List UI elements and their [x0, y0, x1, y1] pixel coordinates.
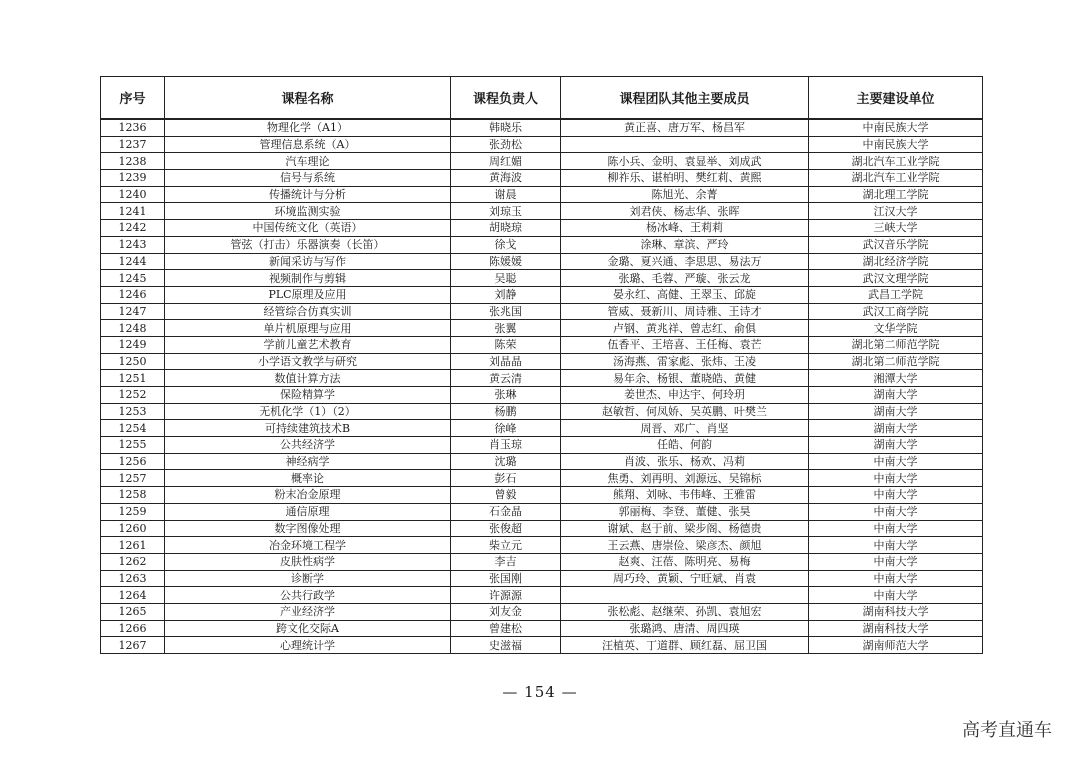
cell-index: 1262: [101, 553, 165, 570]
cell-course-name: 诊断学: [165, 570, 451, 587]
cell-team-members: 周晋、邓广、肖坚: [561, 420, 809, 437]
cell-course-leader: 徐峰: [451, 420, 561, 437]
table-row: [101, 437, 983, 454]
cell-course-leader: 肖玉琼: [451, 437, 561, 454]
cell-course-name: 物理化学（A1）: [165, 119, 451, 136]
table-row: [101, 387, 983, 404]
cell-index: 1244: [101, 253, 165, 270]
cell-institution: 湖南大学: [809, 387, 983, 404]
table-row: [101, 320, 983, 337]
cell-index: 1255: [101, 437, 165, 454]
cell-course-name: 心理统计学: [165, 637, 451, 654]
cell-team-members: 郭丽梅、李登、董健、张昊: [561, 503, 809, 520]
cell-course-name: 信号与系统: [165, 170, 451, 187]
cell-course-name: 公共经济学: [165, 437, 451, 454]
cell-index: 1245: [101, 270, 165, 287]
cell-institution: 湖北理工学院: [809, 186, 983, 203]
cell-course-name: 经管综合仿真实训: [165, 303, 451, 320]
cell-course-name: 跨文化交际A: [165, 620, 451, 637]
cell-course-name: 视频制作与剪辑: [165, 270, 451, 287]
cell-index: 1248: [101, 320, 165, 337]
cell-index: 1254: [101, 420, 165, 437]
cell-course-name: 粉末冶金原理: [165, 487, 451, 504]
table-row: [101, 570, 983, 587]
cell-course-leader: 李吉: [451, 553, 561, 570]
cell-course-name: 环境监测实验: [165, 203, 451, 220]
cell-team-members: 陈旭光、余菁: [561, 186, 809, 203]
cell-course-name: 小学语文教学与研究: [165, 353, 451, 370]
cell-course-name: 无机化学（1）（2）: [165, 403, 451, 420]
watermark: 高考直通车: [962, 720, 1052, 741]
cell-team-members: 谢斌、赵于前、梁步阁、杨德贵: [561, 520, 809, 537]
cell-team-members: 易年余、杨银、董晓皓、黄健: [561, 370, 809, 387]
cell-institution: 湖北经济学院: [809, 253, 983, 270]
table-row: [101, 286, 983, 303]
cell-institution: 中南大学: [809, 537, 983, 554]
cell-course-name: 新闻采访与写作: [165, 253, 451, 270]
table-row: [101, 587, 983, 604]
cell-course-name: 汽车理论: [165, 153, 451, 170]
cell-course-leader: 黄云清: [451, 370, 561, 387]
cell-team-members: 金璐、夏兴通、李思思、易法万: [561, 253, 809, 270]
cell-institution: 湖南科技大学: [809, 603, 983, 620]
table-row: [101, 420, 983, 437]
cell-team-members: 赵敏哲、何凤娇、吴英鹏、叶樊兰: [561, 403, 809, 420]
table-row: [101, 303, 983, 320]
cell-team-members: 汤海燕、雷家彪、张炜、王凌: [561, 353, 809, 370]
table-row: [101, 553, 983, 570]
cell-course-leader: 刘静: [451, 286, 561, 303]
cell-team-members: 伍香平、王培喜、王任梅、袁芒: [561, 336, 809, 353]
header-course-leader: 课程负责人: [451, 77, 561, 120]
cell-team-members: 赵爽、汪蓓、陈明亮、易梅: [561, 553, 809, 570]
table-row: [101, 503, 983, 520]
table-row: [101, 270, 983, 287]
table-row: [101, 336, 983, 353]
cell-index: 1253: [101, 403, 165, 420]
cell-index: 1263: [101, 570, 165, 587]
cell-course-leader: 陈媛媛: [451, 253, 561, 270]
cell-team-members: 熊翔、刘咏、韦伟峰、王雅雷: [561, 487, 809, 504]
table-row: [101, 487, 983, 504]
cell-course-name: 皮肤性病学: [165, 553, 451, 570]
cell-course-leader: 刘琼玉: [451, 203, 561, 220]
cell-course-name: 可持续建筑技术B: [165, 420, 451, 437]
cell-team-members: 周巧玲、黄颖、宁旺斌、肖袁: [561, 570, 809, 587]
cell-team-members: 涂琳、章滨、严玲: [561, 236, 809, 253]
cell-course-name: 数值计算方法: [165, 370, 451, 387]
table-row: [101, 637, 983, 654]
table-header-row: [101, 77, 983, 120]
cell-team-members: [561, 587, 809, 604]
cell-index: 1247: [101, 303, 165, 320]
cell-institution: 中南大学: [809, 470, 983, 487]
table-row: [101, 203, 983, 220]
cell-team-members: 姜世杰、申达宇、何玲玥: [561, 387, 809, 404]
cell-index: 1240: [101, 186, 165, 203]
table-row: [101, 170, 983, 187]
table-row: [101, 253, 983, 270]
cell-index: 1242: [101, 220, 165, 237]
table-body: [101, 119, 983, 654]
course-table: [100, 76, 983, 654]
cell-course-leader: 柴立元: [451, 537, 561, 554]
cell-course-name: 管弦（打击）乐器演奏（长笛）: [165, 236, 451, 253]
cell-index: 1256: [101, 453, 165, 470]
header-team-members: 课程团队其他主要成员: [561, 77, 809, 120]
cell-course-leader: 陈荣: [451, 336, 561, 353]
cell-course-leader: 石金晶: [451, 503, 561, 520]
cell-team-members: 柳祚乐、谌柏明、樊红莉、黄熙: [561, 170, 809, 187]
cell-institution: 文华学院: [809, 320, 983, 337]
cell-team-members: 肖波、张乐、杨欢、冯莉: [561, 453, 809, 470]
cell-institution: 三峡大学: [809, 220, 983, 237]
cell-institution: 中南大学: [809, 503, 983, 520]
cell-team-members: 王云燕、唐崇俭、梁彦杰、颜旭: [561, 537, 809, 554]
cell-course-name: 产业经济学: [165, 603, 451, 620]
page-number: — 154 —: [502, 683, 578, 701]
cell-course-name: 管理信息系统（A）: [165, 136, 451, 153]
cell-course-name: 冶金环境工程学: [165, 537, 451, 554]
cell-course-leader: 张兆国: [451, 303, 561, 320]
cell-team-members: 张璐鸿、唐清、周四瑛: [561, 620, 809, 637]
cell-institution: 湖北汽车工业学院: [809, 153, 983, 170]
cell-course-name: 概率论: [165, 470, 451, 487]
cell-institution: 湖南科技大学: [809, 620, 983, 637]
cell-team-members: 晏永红、高健、王翠玉、邱旋: [561, 286, 809, 303]
cell-institution: 湖南大学: [809, 420, 983, 437]
cell-institution: 武汉文理学院: [809, 270, 983, 287]
cell-institution: 武汉工商学院: [809, 303, 983, 320]
cell-institution: 湖南大学: [809, 437, 983, 454]
cell-team-members: 张璐、毛蓉、严璇、张云龙: [561, 270, 809, 287]
cell-institution: 中南大学: [809, 587, 983, 604]
header-course-name: 课程名称: [165, 77, 451, 120]
cell-institution: 湖北汽车工业学院: [809, 170, 983, 187]
cell-course-name: 传播统计与分析: [165, 186, 451, 203]
cell-institution: 中南大学: [809, 520, 983, 537]
cell-index: 1243: [101, 236, 165, 253]
cell-index: 1251: [101, 370, 165, 387]
cell-course-leader: 韩晓乐: [451, 119, 561, 136]
table-row: [101, 520, 983, 537]
cell-course-leader: 胡晓琼: [451, 220, 561, 237]
cell-team-members: 汪植英、丁道群、顾红磊、屈卫国: [561, 637, 809, 654]
cell-institution: 中南民族大学: [809, 136, 983, 153]
cell-course-leader: 张琳: [451, 387, 561, 404]
cell-index: 1237: [101, 136, 165, 153]
cell-course-name: 数字图像处理: [165, 520, 451, 537]
cell-institution: 中南大学: [809, 453, 983, 470]
cell-index: 1258: [101, 487, 165, 504]
cell-course-leader: 沈璐: [451, 453, 561, 470]
cell-course-leader: 张俊超: [451, 520, 561, 537]
cell-institution: 湖北第二师范学院: [809, 353, 983, 370]
table-row: [101, 136, 983, 153]
cell-course-name: 神经病学: [165, 453, 451, 470]
cell-index: 1266: [101, 620, 165, 637]
cell-team-members: 卢钢、黄兆祥、曾志红、俞俱: [561, 320, 809, 337]
cell-index: 1250: [101, 353, 165, 370]
cell-team-members: 黄正喜、唐万军、杨昌军: [561, 119, 809, 136]
cell-institution: 湖南大学: [809, 403, 983, 420]
cell-index: 1249: [101, 336, 165, 353]
cell-index: 1236: [101, 119, 165, 136]
table-row: [101, 186, 983, 203]
cell-course-name: 中国传统文化（英语）: [165, 220, 451, 237]
cell-course-name: 保险精算学: [165, 387, 451, 404]
cell-index: 1259: [101, 503, 165, 520]
cell-index: 1252: [101, 387, 165, 404]
cell-index: 1265: [101, 603, 165, 620]
cell-course-name: 单片机原理与应用: [165, 320, 451, 337]
table-row: [101, 470, 983, 487]
cell-index: 1238: [101, 153, 165, 170]
table-row: [101, 537, 983, 554]
cell-institution: 中南大学: [809, 487, 983, 504]
cell-index: 1267: [101, 637, 165, 654]
table-row: [101, 603, 983, 620]
header-index: 序号: [101, 77, 165, 120]
cell-course-leader: 吴聪: [451, 270, 561, 287]
cell-course-leader: 曾毅: [451, 487, 561, 504]
cell-index: 1257: [101, 470, 165, 487]
cell-team-members: [561, 136, 809, 153]
table-row: [101, 453, 983, 470]
cell-course-name: 通信原理: [165, 503, 451, 520]
cell-institution: 武汉音乐学院: [809, 236, 983, 253]
cell-team-members: 管威、聂新川、周诗雅、王诗才: [561, 303, 809, 320]
cell-team-members: 陈小兵、金明、袁显举、刘成武: [561, 153, 809, 170]
cell-course-leader: 曾建松: [451, 620, 561, 637]
cell-course-leader: 刘晶晶: [451, 353, 561, 370]
cell-institution: 中南大学: [809, 570, 983, 587]
cell-index: 1264: [101, 587, 165, 604]
cell-institution: 中南民族大学: [809, 119, 983, 136]
cell-course-leader: 黄海波: [451, 170, 561, 187]
cell-course-leader: 史滋福: [451, 637, 561, 654]
cell-institution: 中南大学: [809, 553, 983, 570]
table-row: [101, 236, 983, 253]
cell-course-leader: 周红媚: [451, 153, 561, 170]
cell-course-leader: 谢晨: [451, 186, 561, 203]
cell-index: 1260: [101, 520, 165, 537]
cell-course-leader: 徐戈: [451, 236, 561, 253]
cell-team-members: 刘君侠、杨志华、张晖: [561, 203, 809, 220]
table-row: [101, 119, 983, 136]
cell-course-leader: 张劲松: [451, 136, 561, 153]
cell-course-name: 公共行政学: [165, 587, 451, 604]
header-institution: 主要建设单位: [809, 77, 983, 120]
table-row: [101, 220, 983, 237]
cell-team-members: 焦勇、刘再明、刘源远、吴锦标: [561, 470, 809, 487]
cell-team-members: 张松彪、赵继荣、孙凯、袁旭宏: [561, 603, 809, 620]
cell-course-leader: 张国刚: [451, 570, 561, 587]
cell-index: 1239: [101, 170, 165, 187]
cell-course-name: PLC原理及应用: [165, 286, 451, 303]
table-row: [101, 370, 983, 387]
cell-institution: 江汉大学: [809, 203, 983, 220]
cell-institution: 武昌工学院: [809, 286, 983, 303]
cell-course-leader: 张翼: [451, 320, 561, 337]
cell-team-members: 任皓、何韵: [561, 437, 809, 454]
table-row: [101, 403, 983, 420]
table-row: [101, 620, 983, 637]
cell-course-leader: 杨鹏: [451, 403, 561, 420]
table-row: [101, 153, 983, 170]
cell-index: 1246: [101, 286, 165, 303]
cell-index: 1261: [101, 537, 165, 554]
cell-course-leader: 许源源: [451, 587, 561, 604]
table-row: [101, 353, 983, 370]
cell-course-leader: 彭石: [451, 470, 561, 487]
cell-index: 1241: [101, 203, 165, 220]
cell-course-leader: 刘友金: [451, 603, 561, 620]
cell-institution: 湘潭大学: [809, 370, 983, 387]
cell-course-name: 学前儿童艺术教育: [165, 336, 451, 353]
cell-institution: 湖南师范大学: [809, 637, 983, 654]
cell-institution: 湖北第二师范学院: [809, 336, 983, 353]
cell-team-members: 杨冰峰、王莉莉: [561, 220, 809, 237]
